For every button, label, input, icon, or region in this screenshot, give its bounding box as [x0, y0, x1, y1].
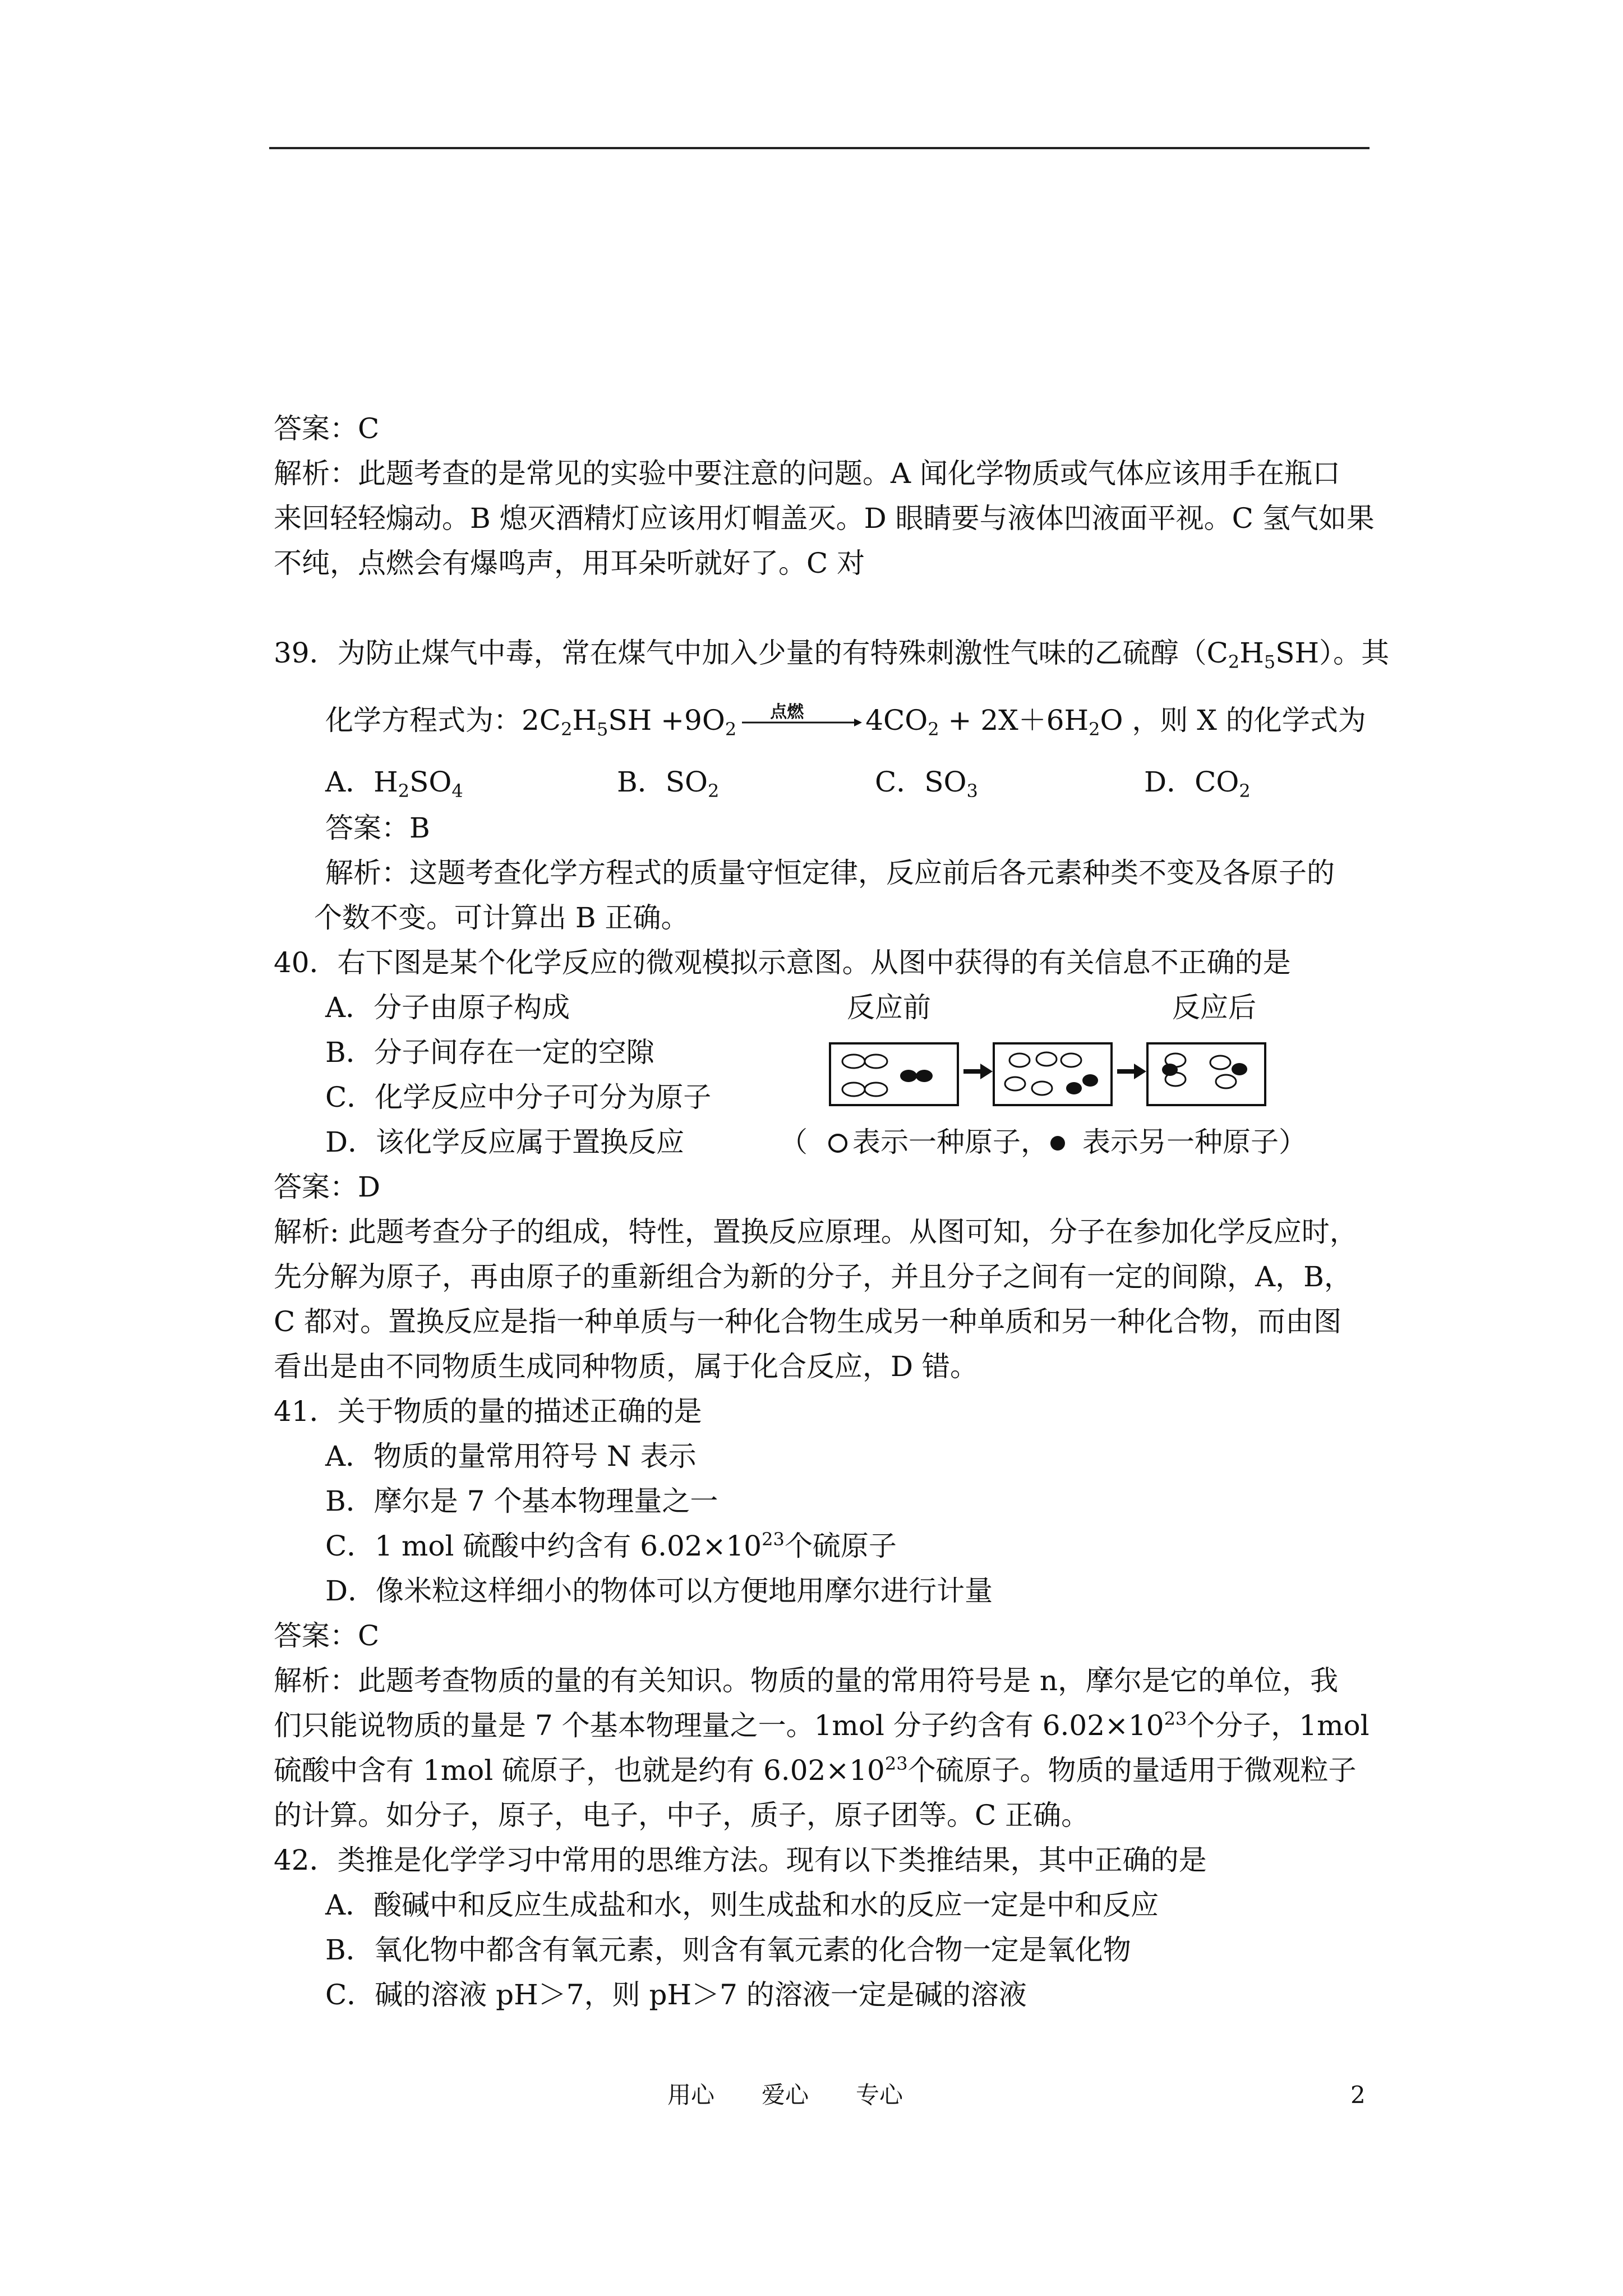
white-atom-icon: [808, 1124, 852, 1160]
q41-analysis-line: 的计算。如分子，原子，电子，中子，质子，原子团等。C 正确。: [274, 1799, 1090, 1832]
q41-option-a: A．物质的量常用符号 N 表示: [325, 1440, 697, 1473]
q41-analysis-line: 硫酸中含有 1mol 硫原子，也就是约有 $6.02\times 10^{23}$个硫原子。物质的量适用于微观粒子: [274, 1753, 1357, 1787]
reaction-condition: 点燃: [770, 702, 804, 722]
arrow-icon: [742, 717, 863, 728]
q41-option-b: B．摩尔是 7 个基本物理量之一: [325, 1485, 718, 1517]
q41-option-c: C．1 mol 硫酸中约含有 $6.02\times 10^{23}$个硫原子: [325, 1529, 897, 1562]
q41-option-d: D．像米粒这样细小的物体可以方便地用摩尔进行计量: [325, 1575, 993, 1607]
q40-analysis-line: 解析: 此题考查分子的组成，特性，置换反应原理。从图可知，分子在参加化学反应时，: [274, 1216, 1358, 1248]
black-atom-icon: [1049, 1124, 1082, 1160]
q41-stem: 41．关于物质的量的描述正确的是: [274, 1395, 702, 1428]
q39-option-b: B．$SO_2$: [617, 766, 720, 802]
q42-option: C．碱的溶液 pH＞7，则 pH＞7 的溶液一定是碱的溶液: [325, 1978, 1027, 2011]
q40-option: A．分子由原子构成: [325, 991, 570, 1024]
q38-analysis-line: 不纯，点燃会有爆鸣声，用耳朵听就好了。C 对: [274, 547, 865, 579]
page-number: 2: [1350, 2081, 1366, 2109]
q40-option: B．分子间存在一定的空隙: [325, 1036, 654, 1069]
reaction-diagram: [824, 1038, 1273, 1111]
q40-analysis-line: 先分解为原子，再由原子的重新组合为新的分子，并且分子之间有一定的间隙，A，B，: [274, 1260, 1352, 1293]
q41-analysis-line: 们只能说物质的量是 7 个基本物理量之一。1mol 分子约含有 $6.02\times 10^{23}$个分子，1mol: [274, 1708, 1370, 1742]
q38-analysis-line: 解析：此题考查的是常见的实验中要注意的问题。A 闻化学物质或气体应该用手在瓶口: [274, 457, 1341, 490]
q38-answer: 答案：C: [274, 412, 380, 445]
footer-slogan: 用心 爱心 专心: [667, 2081, 903, 2109]
q40-option: D．该化学反应属于置换反应: [325, 1126, 685, 1158]
label-after-reaction: 反应后: [1172, 991, 1256, 1024]
q39-option-c: C．$SO_3$: [875, 766, 978, 802]
q40-answer: 答案：D: [274, 1171, 381, 1203]
q39-option-d: D．$CO_2$: [1144, 766, 1251, 802]
middle-box: [994, 1043, 1112, 1105]
q42-option: B．氧化物中都含有氧元素，则含有氧元素的化合物一定是氧化物: [325, 1934, 1131, 1966]
q39-option-a: A．$H_2SO_4$: [325, 766, 463, 802]
diagram-legend: （ 表示一种原子， 表示另一种原子）: [780, 1124, 1307, 1160]
q39-analysis-line: 解析：这题考查化学方程式的质量守恒定律，反应前后各元素种类不变及各原子的: [325, 857, 1335, 889]
q42-stem: 42．类推是化学学习中常用的思维方法。现有以下类推结果，其中正确的是: [274, 1844, 1207, 1876]
q39-equation: 化学方程式为：$2C_2H_5SH +9O_2$ 点燃 $4CO_2 + 2X+6H_2O$ ，则 X 的化学式为: [325, 702, 1366, 738]
label-before-reaction: 反应前: [847, 991, 931, 1024]
q40-stem: 40．右下图是某个化学反应的微观模拟示意图。从图中获得的有关信息不正确的是: [274, 946, 1291, 979]
q41-answer: 答案：C: [274, 1619, 380, 1652]
header-rule: [269, 147, 1370, 149]
q40-analysis-line: C 都对。置换反应是指一种单质与一种化合物生成另一种单质和另一种化合物，而由图: [274, 1305, 1342, 1338]
q39-answer: 答案：B: [325, 812, 430, 844]
q39-stem: 39．为防止煤气中毒，常在煤气中加入少量的有特殊刺激性气味的乙硫醇$(C_2H_5SH)$。其: [274, 637, 1390, 673]
q40-analysis-line: 看出是由不同物质生成同种物质，属于化合反应，D 错。: [274, 1350, 978, 1383]
q39-analysis-line: 个数不变。可计算出 B 正确。: [314, 901, 689, 934]
reaction-arrow: [736, 702, 865, 738]
q42-option: A．酸碱中和反应生成盐和水，则生成盐和水的反应一定是中和反应: [325, 1889, 1159, 1921]
q38-analysis-line: 来回轻轻煽动。B 熄灭酒精灯应该用灯帽盖灭。D 眼睛要与液体凹液面平视。C 氢气如果: [274, 502, 1375, 535]
q41-analysis-line: 解析：此题考查物质的量的有关知识。物质的量的常用符号是 n，摩尔是它的单位，我: [274, 1664, 1339, 1697]
q40-option: C．化学反应中分子可分为原子: [325, 1081, 712, 1114]
